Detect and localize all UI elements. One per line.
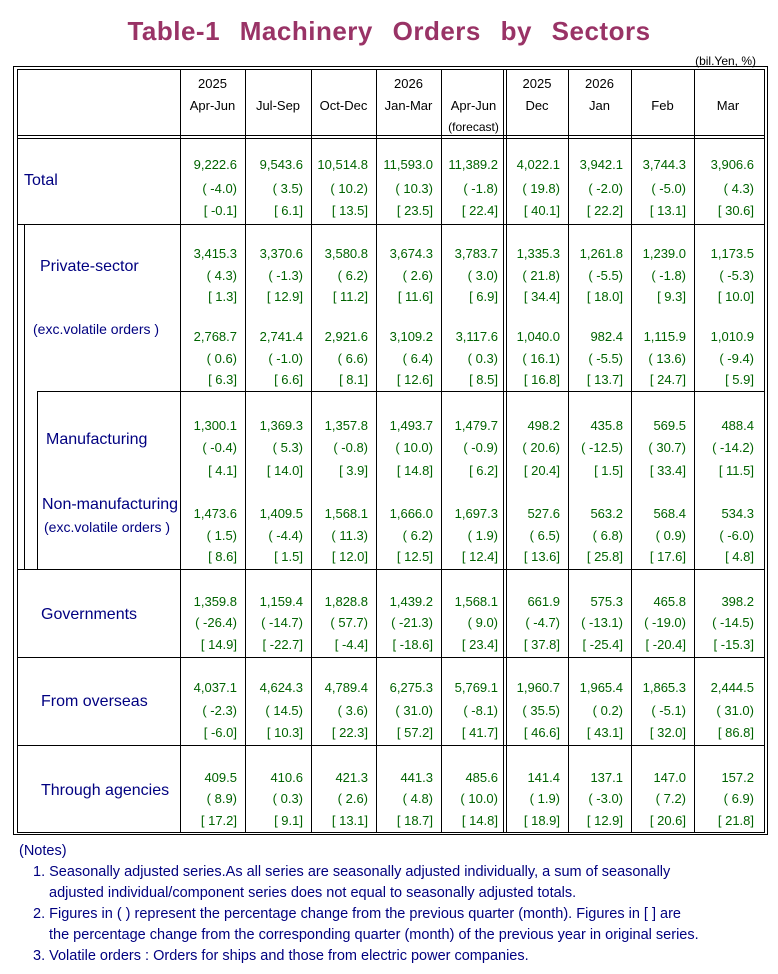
- cell-yoy: [ 11.6]: [397, 289, 433, 304]
- cell-yoy: [ 10.0]: [717, 289, 754, 304]
- cell-level: 1,173.5: [710, 246, 754, 261]
- cell-level: 2,768.7: [193, 329, 237, 344]
- row-label: Non-manufacturing: [42, 496, 179, 513]
- cell-pct: ( 31.0): [716, 703, 754, 718]
- private-bottom-line: [17, 569, 765, 570]
- cell-pct: ( -12.5): [581, 440, 623, 455]
- column-note: (forecast): [448, 120, 499, 134]
- cell-level: 4,037.1: [193, 680, 237, 695]
- cell-yoy: [ 16.8]: [523, 372, 560, 387]
- cell-pct: ( 1.9): [529, 791, 560, 806]
- cell-yoy: [ 6.6]: [274, 372, 303, 387]
- cell-yoy: [ 8.5]: [469, 372, 498, 387]
- column-period: Apr-Jun: [189, 98, 236, 113]
- cell-level: 485.6: [465, 770, 498, 785]
- cell-yoy: [ -20.4]: [645, 637, 686, 652]
- cell-pct: ( -4.7): [525, 615, 560, 630]
- cell-level: 1,040.0: [516, 329, 560, 344]
- column-period: Apr-Jun: [450, 98, 497, 113]
- cell-yoy: [ 9.3]: [657, 289, 686, 304]
- cell-pct: ( -19.0): [644, 615, 686, 630]
- cell-level: 398.2: [721, 594, 754, 609]
- cell-level: 1,261.8: [579, 246, 623, 261]
- cell-level: 1,300.1: [193, 418, 237, 433]
- cell-level: 2,921.6: [324, 329, 368, 344]
- cell-level: 421.3: [335, 770, 368, 785]
- cell-pct: ( -5.3): [719, 268, 754, 283]
- cell-pct: ( -13.1): [581, 615, 623, 630]
- cell-pct: ( -2.0): [588, 181, 623, 196]
- cell-pct: ( 6.8): [592, 528, 623, 543]
- cell-pct: ( 10.2): [330, 181, 368, 196]
- cell-yoy: [ 4.8]: [725, 549, 754, 564]
- note-2-line-2: the percentage change from the corresponding quarter (month) of the previous year in original series.: [49, 927, 699, 943]
- cell-pct: ( 6.2): [402, 528, 433, 543]
- cell-yoy: [ 13.7]: [586, 372, 623, 387]
- cell-pct: ( -1.3): [268, 268, 303, 283]
- cell-pct: ( -14.2): [712, 440, 754, 455]
- cell-yoy: [ 33.4]: [649, 463, 686, 478]
- cell-level: 10,514.8: [317, 157, 368, 172]
- cell-yoy: [ 23.4]: [461, 637, 498, 652]
- column-year: 2026: [585, 76, 614, 91]
- cell-pct: ( 0.3): [467, 351, 498, 366]
- cell-yoy: [ 14.0]: [266, 463, 303, 478]
- cell-pct: ( -0.8): [333, 440, 368, 455]
- cell-pct: ( 20.6): [522, 440, 560, 455]
- row-label: Manufacturing: [46, 431, 148, 448]
- cell-yoy: [ 40.1]: [523, 203, 560, 218]
- cell-level: 1,697.3: [454, 506, 498, 521]
- cell-pct: ( -21.3): [391, 615, 433, 630]
- cell-pct: ( 0.3): [272, 791, 303, 806]
- cell-yoy: [ 13.1]: [331, 813, 368, 828]
- table-title: Table-1 Machinery Orders by Sectors: [127, 16, 651, 46]
- cell-yoy: [ 11.5]: [718, 463, 754, 478]
- cell-yoy: [ 43.1]: [586, 725, 623, 740]
- cell-pct: ( 7.2): [655, 791, 686, 806]
- cell-yoy: [ 46.6]: [523, 725, 560, 740]
- cell-yoy: [ 12.0]: [331, 549, 368, 564]
- cell-yoy: [ 12.9]: [266, 289, 303, 304]
- cell-pct: ( 6.5): [529, 528, 560, 543]
- cell-pct: ( -2.3): [202, 703, 237, 718]
- cell-pct: ( 0.2): [592, 703, 623, 718]
- cell-yoy: [ 41.7]: [461, 725, 498, 740]
- cell-level: 3,117.6: [455, 329, 498, 344]
- note-1-line-1: 1. Seasonally adjusted series.As all series are seasonally adjusted individually, a sum of seasonally: [33, 864, 671, 880]
- overseas-bottom-line: [17, 745, 765, 746]
- cell-pct: ( -1.0): [268, 351, 303, 366]
- cell-pct: ( 6.4): [402, 351, 433, 366]
- cell-level: 3,674.3: [389, 246, 433, 261]
- cell-level: 3,415.3: [193, 246, 237, 261]
- cell-level: 6,275.3: [389, 680, 433, 695]
- cell-level: 498.2: [527, 418, 560, 433]
- cell-yoy: [ 13.1]: [649, 203, 686, 218]
- cell-level: 465.8: [653, 594, 686, 609]
- cell-level: 1,159.4: [259, 594, 303, 609]
- cell-level: 488.4: [721, 418, 754, 433]
- cell-pct: ( 0.6): [206, 351, 237, 366]
- cell-yoy: [ 3.9]: [339, 463, 368, 478]
- cell-pct: ( 1.5): [206, 528, 237, 543]
- cell-level: 569.5: [653, 418, 686, 433]
- cell-level: 409.5: [204, 770, 237, 785]
- cell-level: 1,479.7: [454, 418, 498, 433]
- cell-level: 4,624.3: [259, 680, 303, 695]
- cell-pct: ( -4.0): [202, 181, 237, 196]
- cell-pct: ( 10.0): [395, 440, 433, 455]
- cell-yoy: [ -22.7]: [262, 637, 303, 652]
- cell-yoy: [ 6.1]: [274, 203, 303, 218]
- cell-level: 4,022.1: [516, 157, 560, 172]
- private-left-line: [24, 224, 25, 569]
- column-year: 2025: [198, 76, 227, 91]
- cell-yoy: [ 22.4]: [461, 203, 498, 218]
- cell-pct: ( 0.9): [655, 528, 686, 543]
- note-3: [19, 946, 699, 967]
- cell-pct: ( 8.9): [206, 791, 237, 806]
- cell-yoy: [ 8.1]: [339, 372, 368, 387]
- cell-level: 4,789.4: [324, 680, 368, 695]
- row-label: Governments: [41, 606, 138, 623]
- cell-yoy: [ 23.5]: [396, 203, 433, 218]
- cell-pct: ( 11.3): [331, 528, 368, 543]
- cell-level: 1,335.3: [516, 246, 560, 261]
- cell-level: 410.6: [270, 770, 303, 785]
- cell-pct: ( -14.5): [712, 615, 754, 630]
- row-label: Total: [24, 172, 58, 189]
- cell-level: 435.8: [590, 418, 623, 433]
- cell-level: 1,409.5: [259, 506, 303, 521]
- manufacturing-left-line: [37, 391, 38, 569]
- cell-level: 661.9: [527, 594, 560, 609]
- cell-pct: ( 31.0): [395, 703, 433, 718]
- inner-left-line: [17, 69, 18, 832]
- cell-level: 9,222.6: [193, 157, 237, 172]
- cell-pct: ( 2.6): [337, 791, 368, 806]
- cell-pct: ( 16.1): [522, 351, 560, 366]
- cell-yoy: [ 22.2]: [586, 203, 623, 218]
- cell-pct: ( 9.0): [467, 615, 498, 630]
- cell-yoy: [ 86.8]: [717, 725, 754, 740]
- manufacturing-top-line: [37, 391, 765, 392]
- cell-yoy: [ 1.5]: [274, 549, 303, 564]
- cell-yoy: [ 6.2]: [469, 463, 498, 478]
- cell-yoy: [ 12.9]: [586, 813, 623, 828]
- cell-pct: ( 1.9): [467, 528, 498, 543]
- cell-pct: ( 6.9): [723, 791, 754, 806]
- cell-level: 982.4: [590, 329, 623, 344]
- cell-level: 3,906.6: [710, 157, 754, 172]
- cell-pct: ( 2.6): [402, 268, 433, 283]
- cell-level: 1,865.3: [642, 680, 686, 695]
- unit-label: (bil.Yen, %): [695, 54, 756, 68]
- cell-level: 9,543.6: [259, 157, 303, 172]
- cell-yoy: [ 32.0]: [649, 725, 686, 740]
- cell-yoy: [ -6.0]: [203, 725, 237, 740]
- private-top-line: [24, 224, 765, 225]
- cell-level: 2,444.5: [710, 680, 754, 695]
- inner-right-line: [764, 69, 765, 832]
- cell-level: 3,370.6: [259, 246, 303, 261]
- cell-level: 1,239.0: [642, 246, 686, 261]
- cell-pct: ( -5.5): [588, 351, 623, 366]
- cell-yoy: [ 11.2]: [332, 289, 368, 304]
- notes-section: [19, 841, 699, 967]
- note-2: [19, 904, 699, 946]
- cell-level: 1,666.0: [389, 506, 433, 521]
- cell-level: 1,568.1: [454, 594, 498, 609]
- column-year: 2025: [522, 76, 552, 91]
- cell-yoy: [ 6.9]: [469, 289, 498, 304]
- cell-yoy: [ 1.5]: [594, 463, 623, 478]
- cell-yoy: [ 30.6]: [717, 203, 754, 218]
- cell-level: 11,593.0: [383, 157, 433, 172]
- inner-top-line: [17, 69, 765, 70]
- cell-yoy: [ 22.3]: [331, 725, 368, 740]
- cell-pct: ( 10.3): [395, 181, 433, 196]
- cell-level: 3,942.1: [579, 157, 623, 172]
- note-1-line-2: adjusted individual/component series does not equal to seasonally adjusted totals.: [49, 885, 577, 901]
- note-2-line-1: 2. Figures in ( ) represent the percentage change from the previous quarter (month). Figures in [ ] are: [33, 906, 681, 922]
- cell-pct: ( 57.7): [330, 615, 368, 630]
- cell-yoy: [ 4.1]: [208, 463, 237, 478]
- cell-pct: ( 19.8): [522, 181, 560, 196]
- cell-yoy: [ 13.6]: [523, 549, 560, 564]
- column-period: Jan: [589, 98, 610, 113]
- cell-level: 1,828.8: [324, 594, 368, 609]
- cell-level: 527.6: [527, 506, 560, 521]
- cell-level: 157.2: [721, 770, 754, 785]
- cell-yoy: [ 13.5]: [331, 203, 368, 218]
- cell-level: 1,359.8: [193, 594, 237, 609]
- cell-pct: ( 13.6): [648, 351, 686, 366]
- cell-level: 575.3: [590, 594, 623, 609]
- row-label: Through agencies: [41, 782, 170, 799]
- cell-yoy: [ 12.4]: [461, 549, 498, 564]
- cell-pct: ( 35.5): [522, 703, 560, 718]
- cell-pct: ( -0.9): [463, 440, 498, 455]
- column-year: 2026: [394, 76, 423, 91]
- cell-pct: ( -3.0): [588, 791, 623, 806]
- row-sublabel: (exc.volatile orders ): [44, 519, 171, 535]
- cell-yoy: [ 57.2]: [396, 725, 433, 740]
- cell-yoy: [ 10.3]: [266, 725, 303, 740]
- cell-yoy: [ -18.6]: [392, 637, 433, 652]
- cell-level: 1,965.4: [579, 680, 623, 695]
- cell-level: 147.0: [653, 770, 686, 785]
- cell-yoy: [ 17.6]: [649, 549, 686, 564]
- row-label: (exc.volatile orders ): [33, 321, 160, 337]
- cell-yoy: [ 9.1]: [274, 813, 303, 828]
- cell-yoy: [ -15.3]: [713, 637, 754, 652]
- cell-level: 1,357.8: [324, 418, 368, 433]
- cell-pct: ( -8.1): [463, 703, 498, 718]
- cell-pct: ( -14.7): [261, 615, 303, 630]
- column-period: Dec: [525, 98, 549, 113]
- cell-pct: ( -1.8): [651, 268, 686, 283]
- cell-pct: ( -5.0): [651, 181, 686, 196]
- cell-yoy: [ 12.6]: [396, 372, 433, 387]
- cell-yoy: [ 20.4]: [523, 463, 560, 478]
- cell-yoy: [ 17.2]: [200, 813, 237, 828]
- header-line-2: [17, 138, 765, 139]
- cell-yoy: [ -25.4]: [582, 637, 623, 652]
- cell-level: 11,389.2: [448, 157, 498, 172]
- cell-yoy: [ 21.8]: [717, 813, 754, 828]
- cell-level: 441.3: [400, 770, 433, 785]
- inner-bottom-line: [17, 832, 765, 833]
- governments-bottom-line: [17, 657, 765, 658]
- cell-pct: ( -5.5): [588, 268, 623, 283]
- cell-pct: ( 3.0): [467, 268, 498, 283]
- column-period: Jul-Sep: [255, 98, 301, 113]
- cell-yoy: [ 5.9]: [725, 372, 754, 387]
- cell-pct: ( 4.3): [206, 268, 237, 283]
- cell-level: 1,369.3: [259, 418, 303, 433]
- row-label: Private-sector: [40, 258, 139, 275]
- cell-yoy: [ 14.8]: [396, 463, 433, 478]
- cell-yoy: [ 25.8]: [586, 549, 623, 564]
- notes-heading: (Notes): [19, 843, 67, 859]
- cell-pct: ( -5.1): [651, 703, 686, 718]
- cell-level: 5,769.1: [454, 680, 498, 695]
- cell-level: 568.4: [653, 506, 686, 521]
- cell-yoy: [ -4.4]: [334, 637, 368, 652]
- cell-pct: ( 4.8): [402, 791, 433, 806]
- cell-pct: ( -9.4): [719, 351, 754, 366]
- cell-level: 3,744.3: [642, 157, 686, 172]
- cell-pct: ( -26.4): [195, 615, 237, 630]
- cell-level: 141.4: [527, 770, 560, 785]
- cell-pct: ( 30.7): [648, 440, 686, 455]
- cell-level: 1,568.1: [324, 506, 368, 521]
- cell-yoy: [ 18.7]: [396, 813, 433, 828]
- cell-yoy: [ 20.6]: [649, 813, 686, 828]
- cell-yoy: [ 1.3]: [208, 289, 237, 304]
- cell-level: 3,580.8: [324, 246, 368, 261]
- cell-level: 1,439.2: [389, 594, 433, 609]
- cell-pct: ( 21.8): [522, 268, 560, 283]
- cell-pct: ( -6.0): [719, 528, 754, 543]
- cell-yoy: [ -0.1]: [203, 203, 237, 218]
- section-divider-line: [503, 69, 504, 832]
- cell-yoy: [ 12.5]: [396, 549, 433, 564]
- cell-yoy: [ 14.9]: [200, 637, 237, 652]
- cell-pct: ( 6.6): [337, 351, 368, 366]
- column-period: Mar: [716, 98, 740, 113]
- header-line-1: [17, 135, 765, 136]
- cell-pct: ( 6.2): [337, 268, 368, 283]
- cell-yoy: [ 8.6]: [208, 549, 237, 564]
- cell-pct: ( -1.8): [463, 181, 498, 196]
- cell-yoy: [ 6.3]: [208, 372, 237, 387]
- cell-level: 1,960.7: [516, 680, 560, 695]
- cell-level: 563.2: [590, 506, 623, 521]
- cell-pct: ( 14.5): [265, 703, 303, 718]
- cell-pct: ( 3.5): [272, 181, 303, 196]
- cell-yoy: [ 24.7]: [649, 372, 686, 387]
- cell-yoy: [ 18.0]: [586, 289, 623, 304]
- cell-yoy: [ 34.4]: [523, 289, 560, 304]
- cell-pct: ( -0.4): [202, 440, 237, 455]
- column-period: Oct-Dec: [319, 98, 368, 113]
- cell-yoy: [ 18.9]: [523, 813, 560, 828]
- cell-pct: ( 5.3): [272, 440, 303, 455]
- cell-pct: ( 3.6): [337, 703, 368, 718]
- cell-level: 1,493.7: [389, 418, 433, 433]
- cell-level: 1,473.6: [193, 506, 237, 521]
- cell-level: 1,010.9: [710, 329, 754, 344]
- column-period: Jan-Mar: [384, 98, 433, 113]
- cell-yoy: [ 14.8]: [461, 813, 498, 828]
- cell-level: 137.1: [590, 770, 623, 785]
- cell-level: 2,741.4: [259, 329, 303, 344]
- note-1: [19, 862, 699, 904]
- cell-yoy: [ 37.8]: [523, 637, 560, 652]
- cell-level: 1,115.9: [643, 329, 686, 344]
- cell-level: 534.3: [721, 506, 754, 521]
- cell-pct: ( 10.0): [460, 791, 498, 806]
- cell-level: 3,109.2: [389, 329, 433, 344]
- cell-pct: ( 4.3): [723, 181, 754, 196]
- row-label: From overseas: [41, 693, 148, 710]
- column-period: Feb: [651, 98, 674, 113]
- note-3-line-1: 3. Volatile orders : Orders for ships and those from electric power companies.: [33, 948, 529, 964]
- cell-pct: ( -4.4): [268, 528, 303, 543]
- cell-level: 3,783.7: [454, 246, 498, 261]
